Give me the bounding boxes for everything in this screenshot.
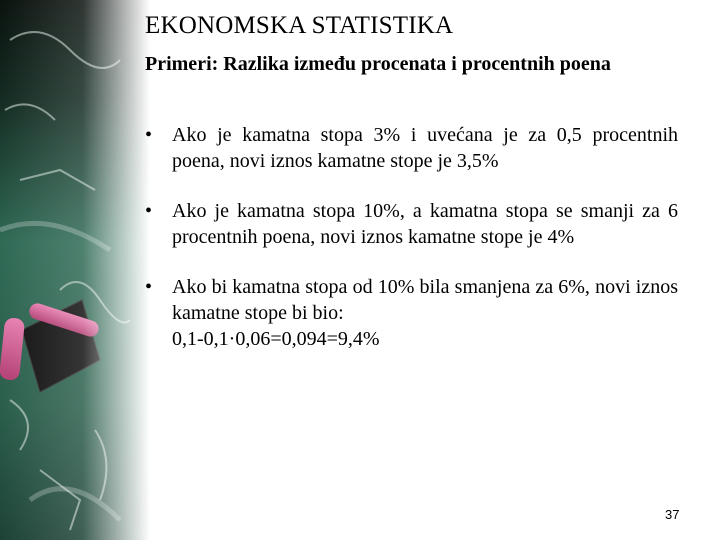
bullet-dot-icon: •	[145, 200, 153, 222]
bullet-text: Ako je kamatna stopa 10%, a kamatna stopa se smanji za 6 procentnih poena, novi iznos kamatne stope je 4%	[172, 200, 678, 248]
bullet-formula: 0,1-0,1·0,06=0,094=9,4%	[172, 328, 380, 350]
slide-subtitle: Primeri: Razlika između procenata i procentnih poena	[145, 53, 611, 75]
bullet-item	[145, 122, 678, 174]
page-number: 37	[665, 507, 680, 522]
slide-title: EKONOMSKA STATISTIKA	[145, 12, 454, 39]
bullet-dot-icon: •	[145, 276, 153, 298]
bullet-text: Ako bi kamatna stopa od 10% bila smanjena za 6%, novi iznos kamatne stope bi bio:	[172, 276, 678, 324]
chalkboard-decoration	[0, 0, 150, 540]
bullet-text: Ako je kamatna stopa 3% i uvećana je za 0,5 procentnih poena, novi iznos kamatne stope je 3,5%	[172, 124, 678, 172]
bullet-item	[145, 274, 678, 352]
chalkboard-with-chalk-image	[0, 0, 150, 540]
bullet-list	[145, 122, 678, 352]
bullet-dot-icon: •	[145, 124, 153, 146]
bullet-item	[145, 198, 678, 250]
